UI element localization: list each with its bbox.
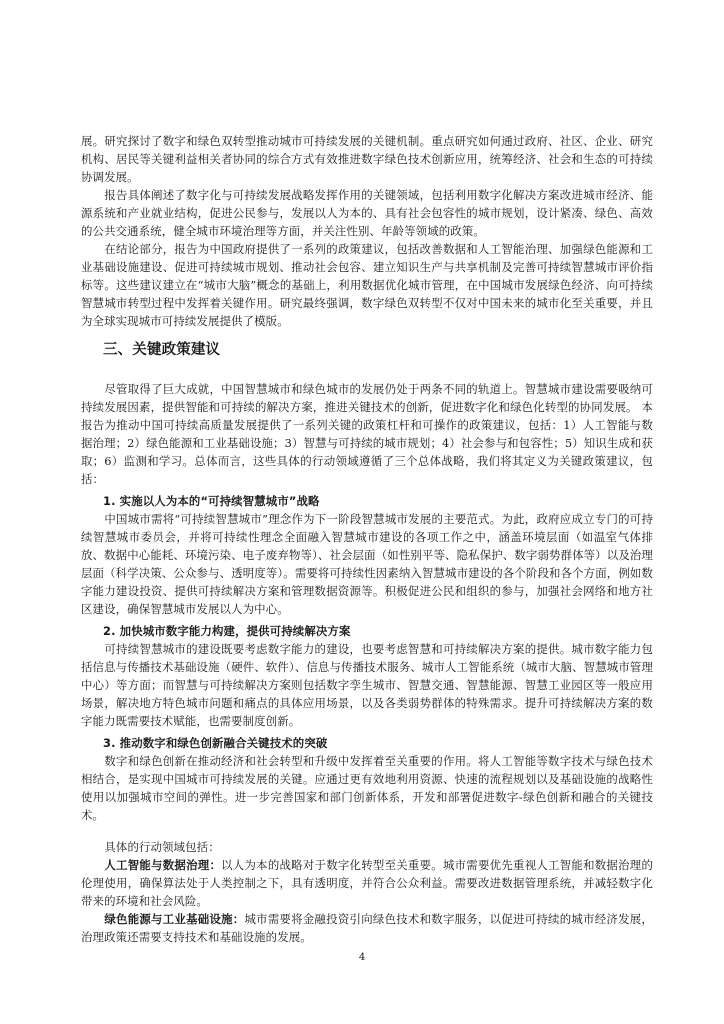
action-area-ai-data-text: 以人为本的战略对于数字化转型至关重要。城市需要优先重视人工智能和数据治理的伦理使用，确保算法处于人类控制之下，具有透明度，并符合公众利益。需要改进数据管理系统，并减轻数字化带来的环境和社会风险。 bbox=[81, 858, 653, 908]
intro-paragraph-1: 展。研究探讨了数字和绿色双转型推动城市可持续发展的关键机制。重点研究如何通过政府、社区、企业、研究机构、居民等关键利益相关者协同的综合方式有效推进数字绿色技术创新应用，统筹经济、社会和生态的可持续协调发展。 bbox=[81, 134, 653, 184]
intro-paragraph-3: 在结论部分，报告为中国政府提供了一系列的政策建议，包括改善数据和人工智能治理、加强绿色能源和工业基础设施建设、促进可持续城市规划、推动社会包容、建立知识生产与共享机制及完善可持续智慧城市评价指标等。这些建议建立在“城市大脑”概念的基础上，利用数据优化城市管理，在中国城市发展绿色经济、向可持续智慧城市转型过程中发挥着关键作用。研究最终强调，数字绿色双转型不仅对中国未来的城市化至关重要，并且为全球实现城市可持续发展提供了模版。 bbox=[81, 242, 653, 328]
strategy-3-body: 数字和绿色创新在推动经济和社会转型和升级中发挥着至关重要的作用。将人工智能等数字技术与绿色技术相结合，是实现中国城市可持续发展的关键。应通过更有效地利用资源、快速的流程规划以及基础设施的战略性使用以加强城市空间的弹性。进一步完善国家和部门创新体系，开发和部署促进数字-绿色创新和融合的关键技术。 bbox=[81, 754, 653, 822]
action-area-ai-data bbox=[81, 856, 653, 910]
action-area-green-energy bbox=[81, 910, 653, 946]
strategy-3-heading: 3. 推动数字和绿色创新融合关键技术的突破 bbox=[103, 736, 328, 750]
strategy-1-body: 中国城市需将“可持续智慧城市”理念作为下一阶段智慧城市发展的主要范式。为此，政府应成立专门的可持续智慧城市委员会，并将可持续性理念全面融入智慧城市建设的各项工作之中，涵盖环境层面（如温室气体排放、数据中心能耗、环境污染、电子废弃物等）、社会层面（如性别平等、隐私保护、数字弱势群体等）以及治理层面（科学决策、公众参与、透明度等）。需要将可持续性因素纳入智慧城市建设的各个阶段和各个方面，例如数字能力建设投资、提供可持续解决方案和管理数据资源等。积极促进公民和组织的参与，加强社会网络和地方社区建设，确保智慧城市发展以人为中心。 bbox=[81, 512, 653, 616]
action-area-green-energy-term: 绿色能源与工业基础设施： bbox=[104, 912, 245, 926]
strategy-2-body: 可持续智慧城市的建设既要考虑数字能力的建设，也要考虑智慧和可持续解决方案的提供。城市数字能力包括信息与传播技术基础设施（硬件、软件）、信息与传播技术服务、城市人工智能系统（城市大脑、智慧城市管理中心）等方面；而智慧与可持续解决方案则包括数字孪生城市、智慧交通、智慧能源、智慧工业园区等一般应用场景，解决地方特色城市问题和痛点的具体应用场景，以及各类弱势群体的特殊需求。提升可持续解决方案的数字能力既需要技术赋能，也需要制度创新。 bbox=[81, 642, 653, 728]
action-area-green-energy-text: 城市需要将金融投资引向绿色技术和数字服务，以促进可持续的城市经济发展，治理政策还需要支持技术和基础设施的发展。 bbox=[81, 912, 653, 944]
strategy-2-heading: 2. 加快城市数字能力构建，提供可持续解决方案 bbox=[103, 624, 351, 638]
page-number: 4 bbox=[358, 952, 366, 963]
section-spacer bbox=[81, 360, 653, 380]
action-area-ai-data-term: 人工智能与数据治理： bbox=[104, 858, 222, 872]
actions-intro: 具体的行动领域包括： bbox=[104, 840, 220, 854]
section-heading: 三、关键政策建议 bbox=[103, 342, 221, 358]
actions-spacer bbox=[81, 824, 653, 838]
strategy-1-heading: 1. 实施以人为本的“可持续智慧城市”战略 bbox=[103, 494, 320, 508]
section-intro-paragraph: 尽管取得了巨大成就，中国智慧城市和绿色城市的发展仍处于两条不同的轨道上。智慧城市建设需要吸纳可持续发展因素，提供智能和可持续的解决方案，推进关键技术的创新，促进数字化和绿色化转型的协同发展。 本报告为推动中国可持续高质量发展提供了一系列关键的政策杠杆和可操作的政策建议，包括：1）人工智能与数据治理；2）绿色能源和工业基础设施；3）智慧与可持续的城市规划；4）社会参与和包容性；5）知识生成和获取；6）监测和学习。总体而言，这些具体的行动领域遵循了三个总体战略，我们将其定义为关键政策建议，包括： bbox=[81, 382, 654, 486]
intro-paragraph-2: 报告具体阐述了数字化与可持续发展战略发挥作用的关键领域，包括利用数字化解决方案改进城市经济、能源系统和产业就业结构，促进公民参与，发展以人为本的、具有社会包容性的城市规划，设计紧凑、绿色、高效的公共交通系统，健全城市环境治理等方面，并关注性别、年龄等领域的政策。 bbox=[81, 188, 653, 238]
page-content bbox=[81, 132, 653, 946]
